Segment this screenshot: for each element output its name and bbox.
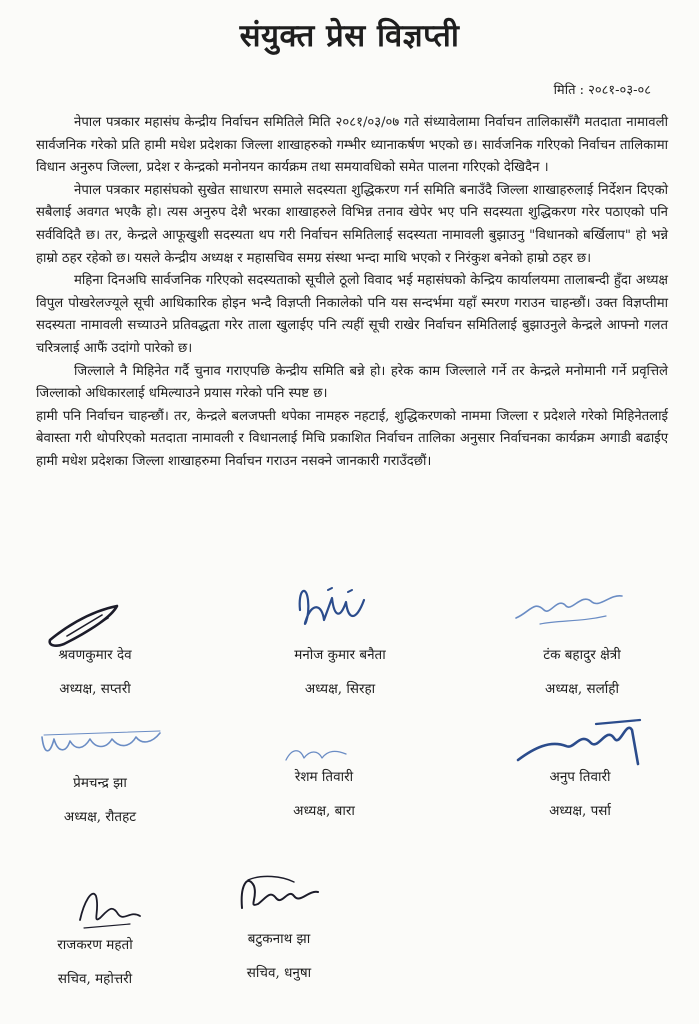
- paragraph-1: नेपाल पत्रकार महासंघ केन्द्रीय निर्वाचन समितिले मिति २०८१/०३/०७ गते संध्यावेलामा निर्वाचन तालिकासँगै मतदाता नामावली सार्वजनिक गरेको प्रति हामी मधेश प्रदेशका जिल्ला शाखाहरुको गम्भीर ध्यानाकर्षण भएको छ। सार्वजनिक गरिएको निर्वाचन तालिकामा विधान अनुरुप जिल्ला, प्रदेश र केन्द्रको मनोनयन कार्यक्रम तथा समयावधिको समेत पालना गरिएको देखिदैन ।: [36, 115, 668, 176]
- signatory-role: अध्यक्ष, सप्तरी: [59, 681, 131, 697]
- signature-mark-saptari: [42, 600, 132, 650]
- signatory-mahottari: [0, 934, 190, 990]
- signature-mark-dhanusha: [232, 868, 327, 923]
- signatory-parsa: [485, 766, 675, 822]
- signatory-role: अध्यक्ष, पर्सा: [549, 803, 611, 819]
- signatory-siraha: [245, 644, 435, 700]
- release-body: [36, 112, 668, 474]
- signatory-saptari: [0, 644, 190, 700]
- signatory-role: सचिव, धनुषा: [246, 965, 312, 981]
- paragraph-4: जिल्लाले नै मिहिनेत गर्दै चुनाव गराएपछि केन्द्रीय समिति बन्ने हो। हरेक काम जिल्लाले गर्ने तर केन्द्रले मनोमानी गर्ने प्रवृत्तिले जिल्लाको अधिकारलाई धमिल्याउने प्रयास गरेको पनि स्पष्ट छ।: [36, 363, 668, 402]
- signature-mark-sarlahi: [510, 582, 630, 632]
- signatory-name: टंक बहादुर क्षेत्री: [543, 647, 621, 663]
- signatory-bara: [229, 766, 419, 822]
- paragraph-3: महिना दिनअघि सार्वजनिक गरिएको सदस्यताको सूचीले ठूलो विवाद भई महासंघको केन्द्रिय कार्यालयमा तालाबन्दी हुँदा अध्यक्ष विपुल पोखरेलज्यूले सूची आधिकारिक होइन भन्दै विज्ञप्ती निकालेको पनि यस सन्दर्भमा यहाँ स्मरण गराउन चाहन्छौं। उक्त विज्ञप्तीमा सदस्यता नामावली सच्याउने प्रतिवद्धता गरेर ताला खुलाईए पनि त्यहीं सूची राखेर निर्वाचन समितिलाई बुझाउनुले केन्द्रले आफ्नो गलत चरित्रलाई आफैं उदांगो पारेको छ।: [36, 273, 668, 356]
- signatory-name: श्रवणकुमार देव: [58, 647, 132, 663]
- paragraph-2: नेपाल पत्रकार महासंघको सुखेत साधारण समाले सदस्यता शुद्धिकरण गर्न समिति बनाउँदै जिल्ला शाखाहरुलाई निर्देशन दिएको सबैलाई अवगत भएकै हो। त्यस अनुरुप देशै भरका शाखाहरुले विभिन्न तनाव खेपेर भए पनि सदस्यता शुद्धिकरण गरेर पठाएको पनि सर्वविदितै छ। तर, केन्द्रले आफूखुशी सदस्यता थप गरी निर्वाचन समितिलाई सदस्यता नामावली बुझाउनु "विधानको बर्खिलाप" हो भन्ने हाम्रो ठहर रहेको छ। यसले केन्द्रीय अध्यक्ष र महासचिव समग्र संस्था भन्दा माथि भएको र निरंकुश बनेको हाम्रो ठहर छ।: [36, 182, 668, 266]
- signatory-role: सचिव, महोत्तरी: [57, 971, 133, 987]
- signatory-rautahat: [5, 772, 195, 828]
- signatory-name: मनोज कुमार बनैता: [294, 647, 386, 663]
- signatory-name: प्रेमचन्द्र झा: [73, 775, 127, 791]
- signatory-name: राजकरण महतो: [57, 937, 133, 953]
- signatory-name: बटुकनाथ झा: [247, 931, 311, 947]
- signatory-name: अनुप तिवारी: [549, 769, 611, 785]
- paragraph-5: हामी पनि निर्वाचन चाहन्छौं। तर, केन्द्रले बलजफ्ती थपेका नामहरु नहटाई, शुद्धिकरणको नाममा जिल्ला र प्रदेशले गरेको मिहिनेतलाई बेवास्ता गरी थोपरिएको मतदाता नामावली र विधानलाई मिचि प्रकाशित निर्वाचन तालिका अनुसार निर्वाचनका कार्यक्रम अगाडी बढाईए हामी मधेश प्रदेशका जिल्ला शाखाहरुमा निर्वाचन गराउन नसक्ने जानकारी गराउँदछौं।: [36, 408, 668, 469]
- signatory-role: अध्यक्ष, बारा: [293, 803, 355, 819]
- release-date: मिति : २०८१-०३-०८: [553, 83, 651, 98]
- signatory-role: अध्यक्ष, रौतहट: [63, 809, 137, 825]
- signature-mark-mahottari: [70, 880, 150, 935]
- signatory-role: अध्यक्ष, सिरहा: [304, 681, 376, 697]
- press-release-title: संयुक्त प्रेस विज्ञप्ती: [239, 18, 460, 54]
- signatory-sarlahi: [487, 644, 677, 700]
- signatory-role: अध्यक्ष, सर्लाही: [545, 681, 619, 697]
- signature-mark-bara: [282, 740, 352, 768]
- signature-mark-siraha: [288, 580, 378, 640]
- signatory-name: रेशम तिवारी: [294, 769, 354, 785]
- signature-mark-parsa: [510, 712, 650, 772]
- signature-mark-rautahat: [36, 725, 166, 765]
- signatory-dhanusha: [184, 928, 374, 984]
